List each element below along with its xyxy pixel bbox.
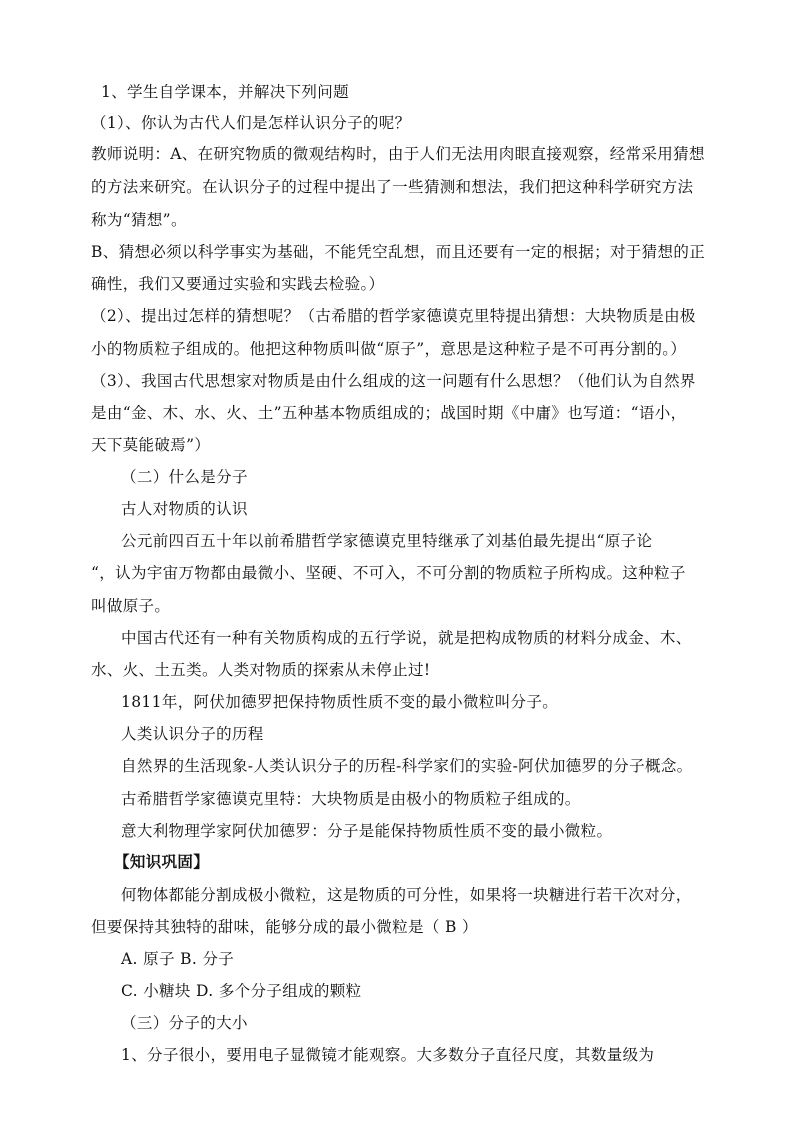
text-line: 1、学生自学课本，并解决下列问题 bbox=[101, 83, 349, 101]
text-line: 小的物质粒子组成的。他把这种物质叫做“原子”，意思是这种粒子是不可再分割的。） bbox=[91, 340, 687, 358]
text-line: 称为“猜想”。 bbox=[91, 211, 187, 229]
text-line: 水、火、土五类。人类对物质的探索从未停止过! bbox=[91, 661, 431, 679]
text-line: 自然界的生活现象-人类认识分子的历程-科学家们的实验-阿伏加德罗的分子概念。 bbox=[121, 757, 693, 775]
answer-option: C. 小糖块 D. 多个分子组成的颗粒 bbox=[121, 982, 362, 1000]
text-line: 是由“金、木、水、火、土”五种基本物质组成的；战国时期《中庸》也写道：“语小， bbox=[91, 404, 687, 422]
subheading: 古人对物质的认识 bbox=[121, 500, 248, 518]
text-line: 中国古代还有一种有关物质构成的五行学说，就是把构成物质的材料分成金、木、 bbox=[121, 629, 692, 647]
text-line: B、猜想必须以科学事实为基础，不能凭空乱想，而且还要有一定的根据；对于猜想的正 bbox=[91, 243, 706, 261]
text-line: （1）、你认为古代人们是怎样认识分子的呢？ bbox=[91, 114, 411, 132]
text-line: 的方法来研究。在认识分子的过程中提出了一些猜测和想法，我们把这种科学研究方法 bbox=[91, 178, 694, 196]
question-text: 何物体都能分割成极小微粒，这是物质的可分性，如果将一块糖进行若干次对分， bbox=[121, 886, 692, 904]
section-heading: （二）什么是分子 bbox=[121, 468, 248, 486]
section-heading: 【知识巩固】 bbox=[114, 852, 210, 871]
section-heading: （三）分子的大小 bbox=[121, 1014, 248, 1032]
question-text: 但要保持其独特的甜味，能够分成的最小微粒是（ B ） bbox=[91, 918, 478, 936]
text-line: 叫做原子。 bbox=[91, 597, 171, 615]
text-line: “，认为宇宙万物都由最微小、坚硬、不可入，不可分割的物质粒子所构成。这种粒子 bbox=[91, 564, 686, 582]
answer-option: A. 原子 B. 分子 bbox=[121, 950, 235, 968]
text-line: （2）、提出过怎样的猜想呢？（古希腊的哲学家德谟克里特提出猜想：大块物质是由极 bbox=[91, 307, 696, 325]
text-line: （3）、我国古代思想家对物质是由什么组成的这一问题有什么思想？（他们认为自然界 bbox=[91, 372, 696, 390]
text-line: 古希腊哲学家德谟克里特：大块物质是由极小的物质粒子组成的。 bbox=[121, 790, 581, 808]
text-line: 公元前四百五十年以前希腊哲学家德谟克里特继承了刘基伯最先提出“原子论 bbox=[121, 532, 653, 550]
subheading: 人类认识分子的历程 bbox=[121, 725, 264, 743]
text-line: 天下莫能破焉”） bbox=[91, 436, 211, 454]
text-line: 确性，我们又要通过实验和实践去检验。） bbox=[91, 275, 385, 293]
text-line: 1811年，阿伏加德罗把保持物质性质不变的最小微粒叫分子。 bbox=[121, 693, 559, 711]
text-line: 1、分子很小，要用电子显微镜才能观察。大多数分子直径尺度，其数量级为 bbox=[121, 1046, 655, 1064]
text-line: 教师说明：A、在研究物质的微观结构时，由于人们无法用肉眼直接观察，经常采用猜想 bbox=[91, 145, 705, 163]
text-line: 意大利物理学家阿伏加德罗：分子是能保持物质性质不变的最小微粒。 bbox=[121, 822, 613, 840]
